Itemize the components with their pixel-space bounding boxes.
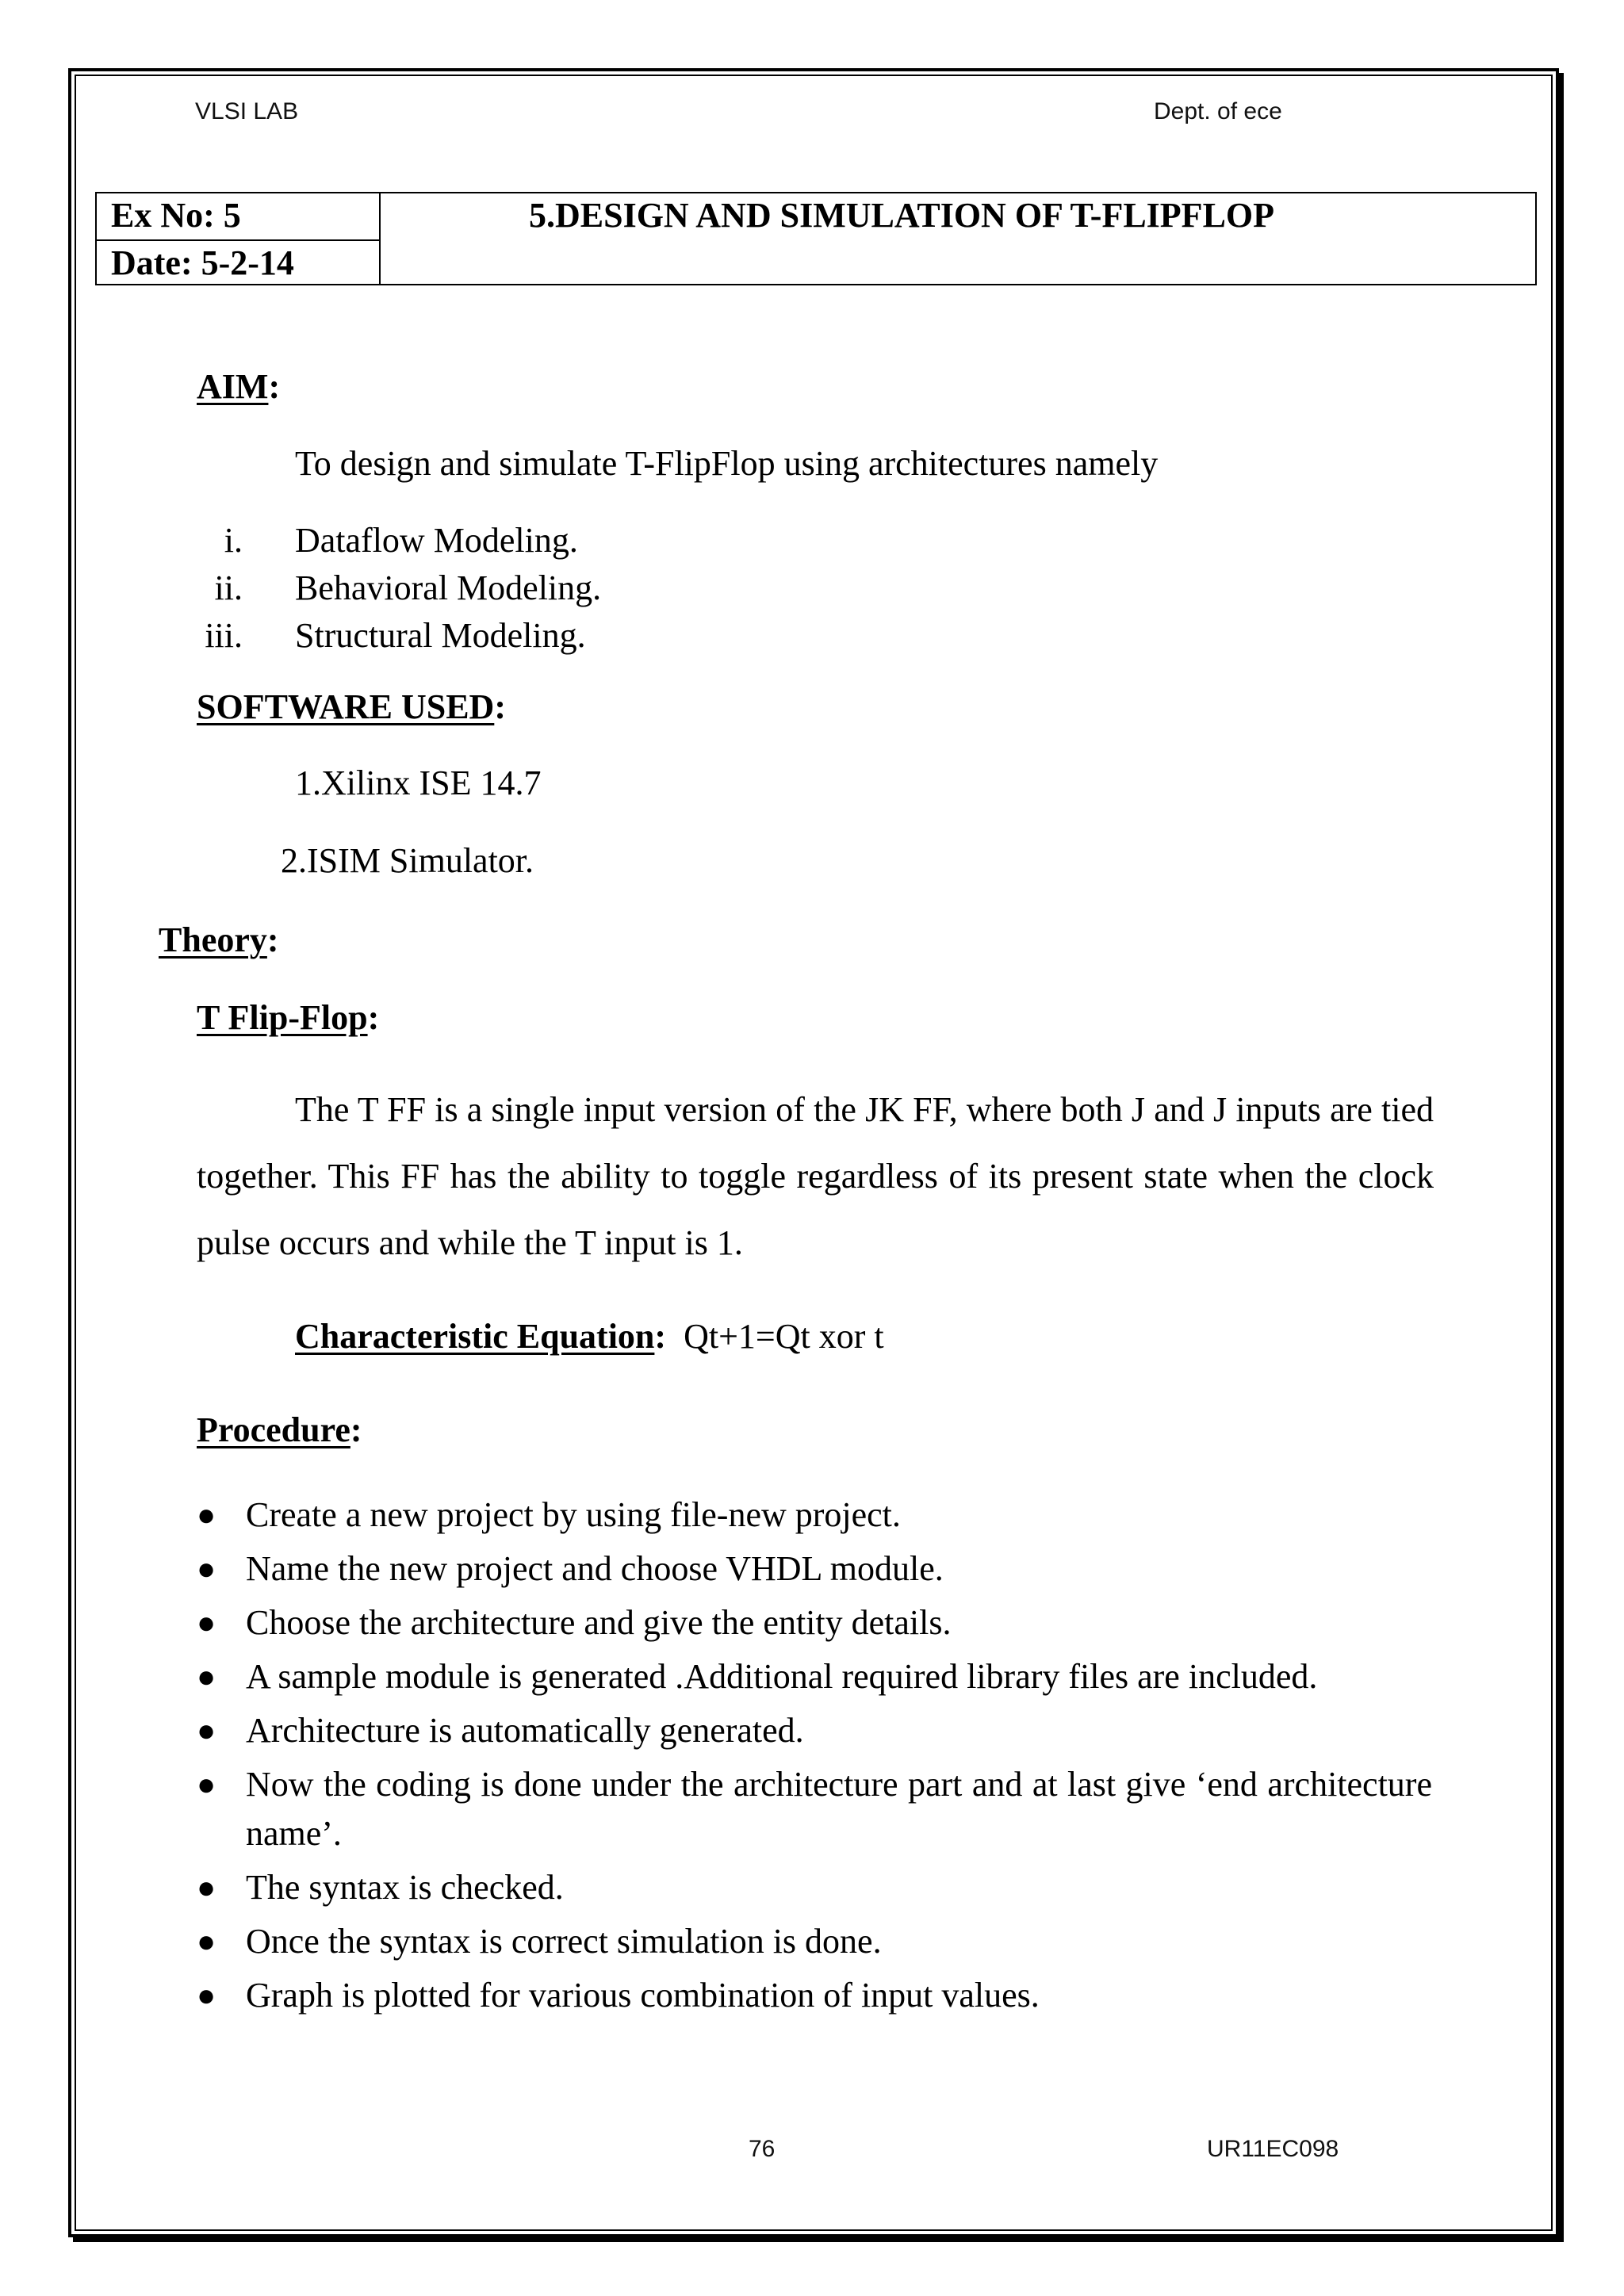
software-item: 2.ISIM Simulator. bbox=[281, 841, 534, 880]
procedure-step: ● Create a new project by using file-new project. bbox=[246, 1490, 1432, 1540]
bullet-icon: ● bbox=[197, 1659, 216, 1694]
bullet-icon: ● bbox=[197, 1551, 216, 1586]
tff-heading: T Flip-Flop: bbox=[197, 998, 380, 1037]
experiment-table bbox=[95, 192, 1537, 285]
bullet-icon: ● bbox=[197, 1923, 216, 1959]
theory-heading: Theory: bbox=[159, 920, 279, 959]
software-item: 1.Xilinx ISE 14.7 bbox=[295, 763, 542, 802]
header-lab: VLSI LAB bbox=[195, 98, 299, 124]
procedure-step: ● Choose the architecture and give the entity details. bbox=[246, 1598, 1432, 1647]
aim-text: To design and simulate T-FlipFlop using architectures namely bbox=[295, 444, 1159, 483]
bullet-icon: ● bbox=[197, 1869, 216, 1905]
experiment-title: 5.DESIGN AND SIMULATION OF T-FLIPFLOP bbox=[528, 196, 1275, 235]
bullet-icon: ● bbox=[197, 1766, 216, 1802]
aim-item: Structural Modeling. bbox=[295, 616, 586, 655]
page-number: 76 bbox=[749, 2136, 776, 2162]
procedure-step: ● The syntax is checked. bbox=[246, 1863, 1432, 1912]
roll-number: UR11EC098 bbox=[1207, 2136, 1339, 2162]
bullet-icon: ● bbox=[197, 1977, 216, 2013]
table-divider-horizontal bbox=[97, 239, 379, 241]
aim-item-num: iii. bbox=[205, 616, 243, 655]
procedure-heading: Procedure: bbox=[197, 1410, 362, 1449]
procedure-step: ● Now the coding is done under the architecture part and at last give ‘end architecture name’. bbox=[246, 1760, 1432, 1858]
bullet-icon: ● bbox=[197, 1712, 216, 1748]
aim-item-num: i. bbox=[224, 521, 243, 560]
aim-item: Dataflow Modeling. bbox=[295, 521, 578, 560]
tff-paragraph: The T FF is a single input version of the JK FF, where both J and J inputs are tied together. This FF has the ability to toggle regardless of its present state when the clock pulse occurs and while the T input is 1. bbox=[197, 1090, 1434, 1262]
procedure-step: ● Graph is plotted for various combination of input values. bbox=[246, 1971, 1432, 2020]
ex-no: Ex No: 5 bbox=[111, 196, 241, 235]
header-dept: Dept. of ece bbox=[1154, 98, 1282, 124]
aim-item-num: ii. bbox=[214, 568, 243, 607]
aim-item: Behavioral Modeling. bbox=[295, 568, 602, 607]
procedure-step: ● Once the syntax is correct simulation is done. bbox=[246, 1917, 1432, 1966]
procedure-step: ● Architecture is automatically generated. bbox=[246, 1706, 1432, 1755]
aim-heading: AIM: bbox=[197, 367, 281, 406]
bullet-icon: ● bbox=[197, 1497, 216, 1533]
date: Date: 5-2-14 bbox=[111, 243, 294, 282]
procedure-list bbox=[197, 1490, 1432, 2025]
characteristic-equation: Characteristic Equation: Qt+1=Qt xor t bbox=[295, 1317, 884, 1356]
procedure-step: ● A sample module is generated .Additional required library files are included. bbox=[246, 1652, 1432, 1701]
software-heading: SOFTWARE USED: bbox=[197, 687, 506, 726]
bullet-icon: ● bbox=[197, 1605, 216, 1640]
procedure-step: ● Name the new project and choose VHDL module. bbox=[246, 1544, 1432, 1594]
